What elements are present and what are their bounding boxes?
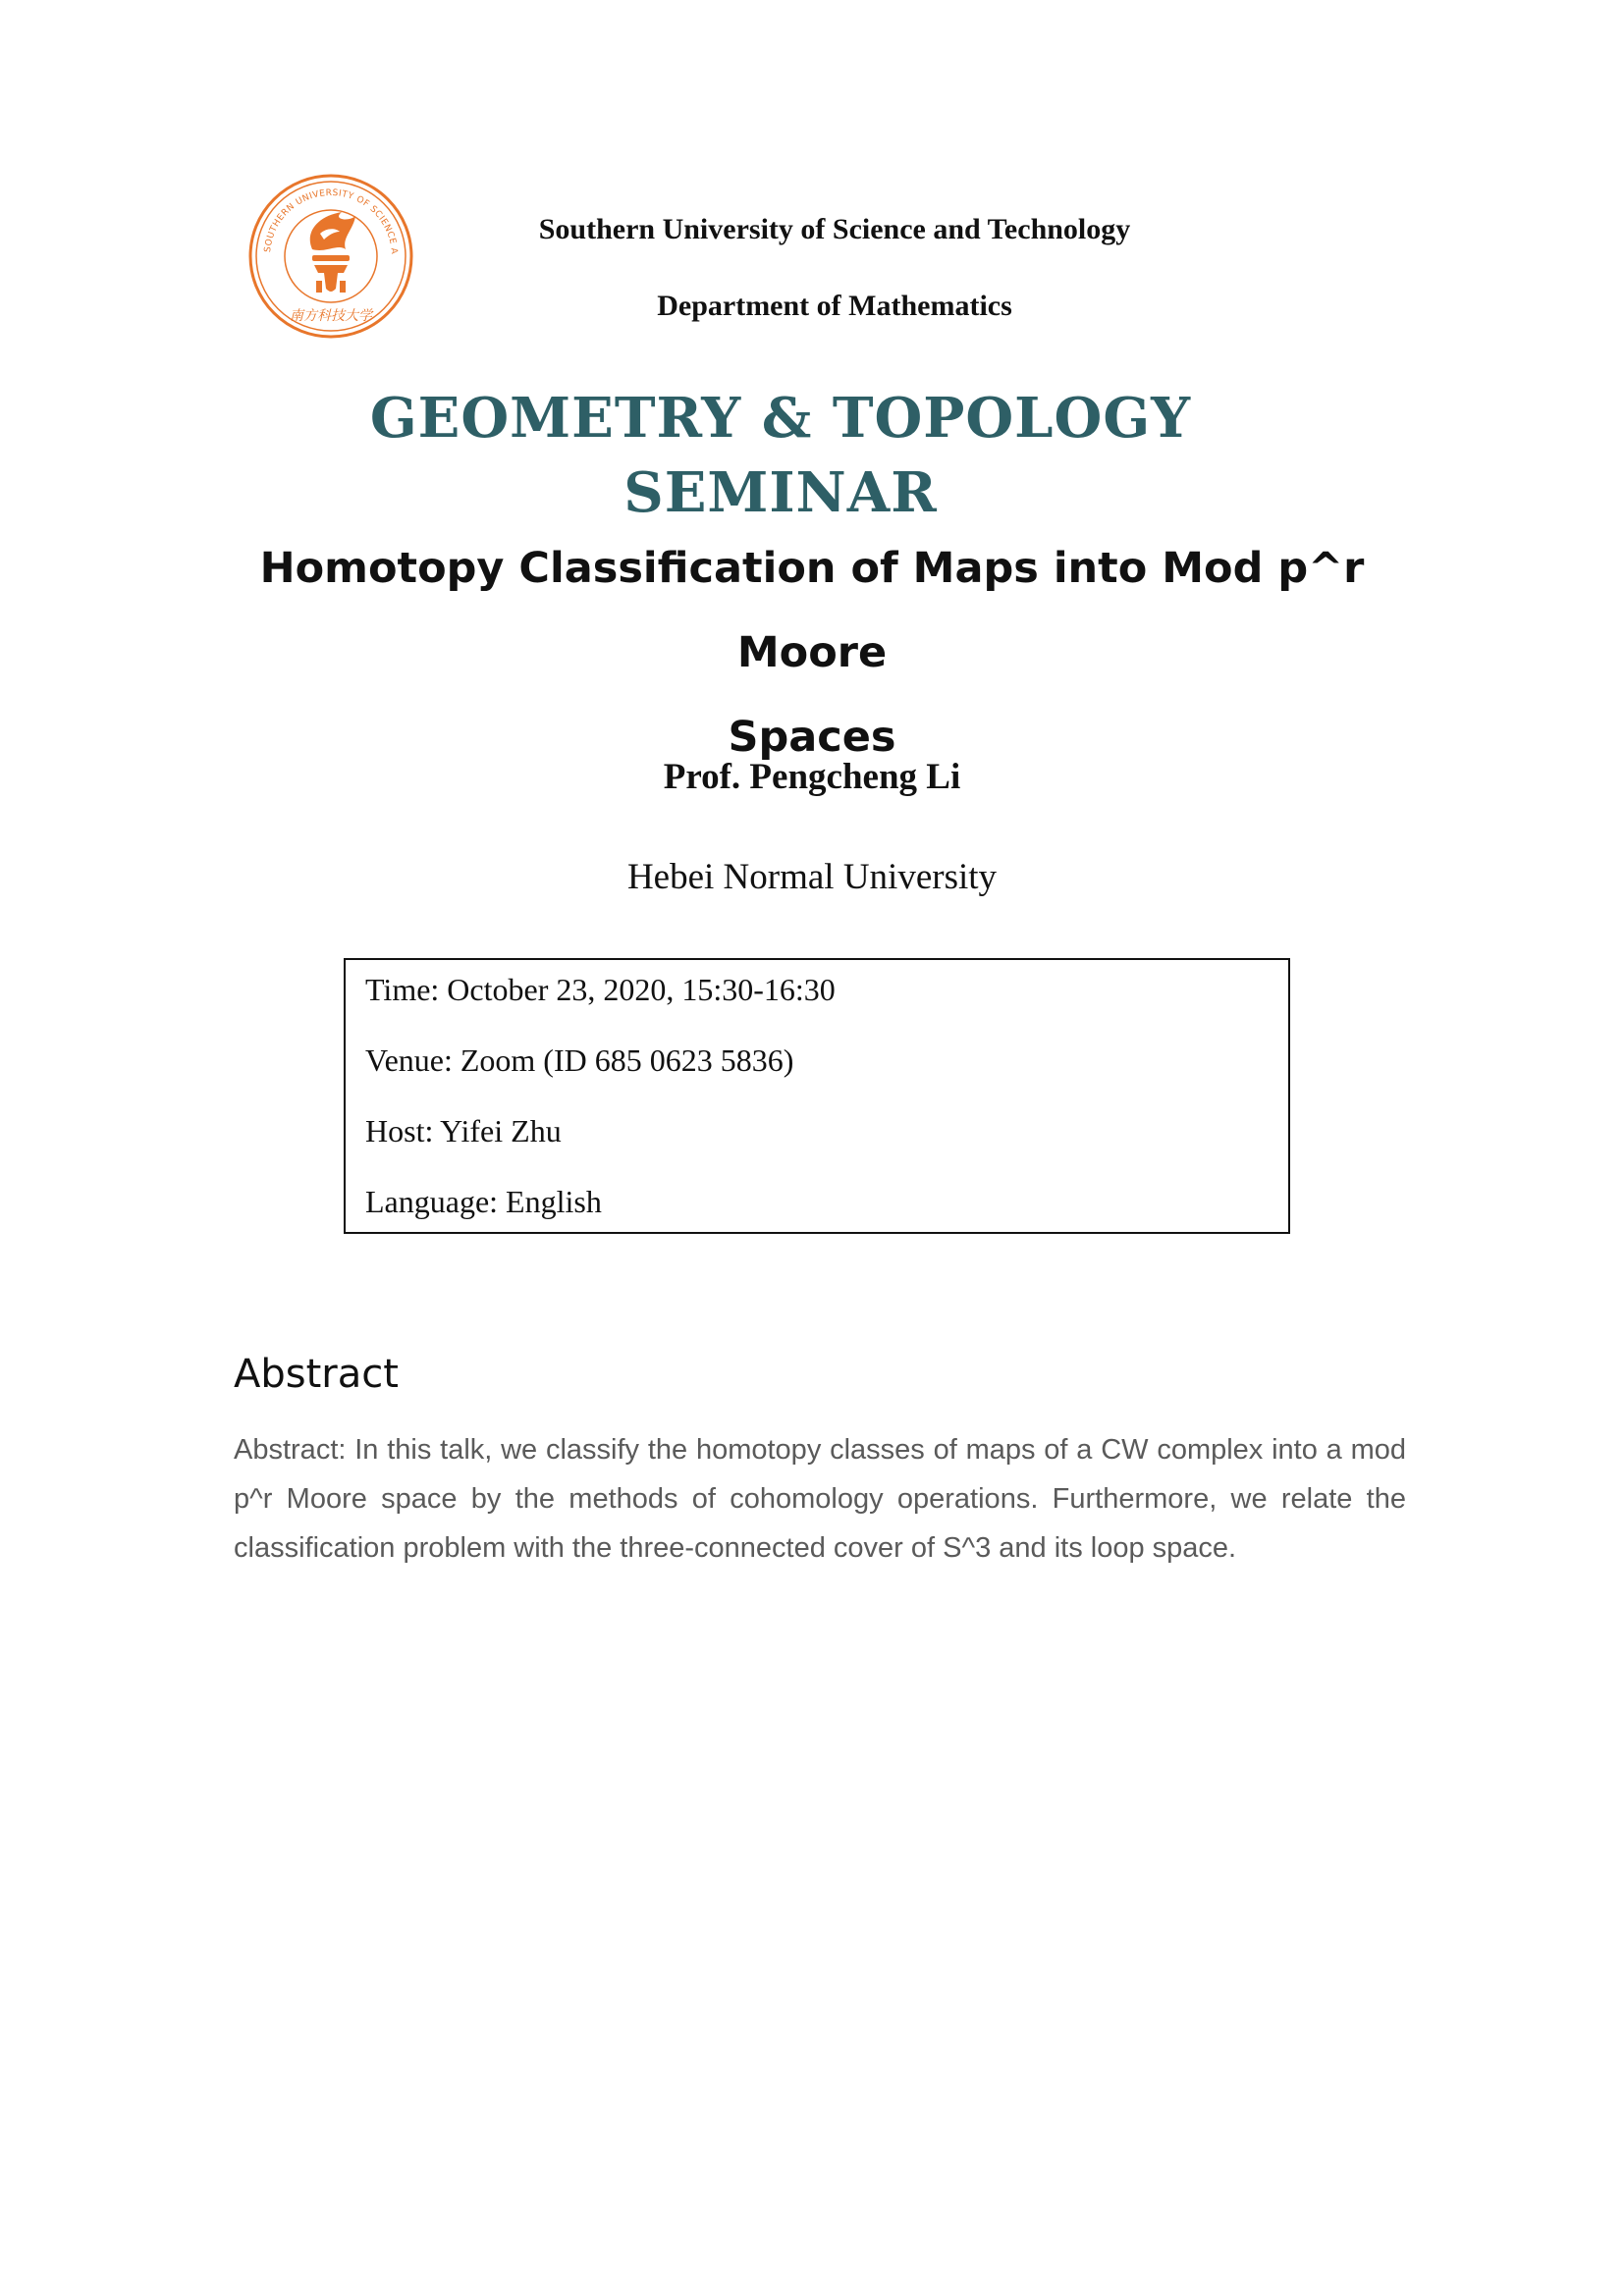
- event-host: Host: Yifei Zhu: [365, 1113, 562, 1148]
- department-name: Department of Mathematics: [657, 290, 1012, 322]
- seminar-title: GEOMETRY & TOPOLOGY SEMINAR: [369, 386, 1192, 525]
- logo-ring-text: SOUTHERN UNIVERSITY OF SCIENCE A: [263, 187, 400, 255]
- university-name: Southern University of Science and Technology: [538, 213, 1131, 245]
- event-language: Language: English: [365, 1184, 602, 1219]
- event-details-box: [344, 958, 1290, 1234]
- talk-title-line1: Homotopy Classification of Maps into Mod p^r Moore: [259, 544, 1365, 677]
- speaker-name: Prof. Pengcheng Li: [663, 757, 961, 797]
- abstract-text: Abstract: In this talk, we classify the homotopy classes of maps of a CW complex into a mod p^r Moore space by the methods of cohomology operations. Furthermore, we relate the classification problem with the three-connected cover of S^3 and its loop space.: [234, 1434, 1406, 1564]
- speaker-affiliation: Hebei Normal University: [626, 857, 998, 897]
- abstract-heading: Abstract: [234, 1352, 399, 1397]
- event-venue: Venue: Zoom (ID 685 0623 5836): [365, 1042, 794, 1078]
- talk-title-line2: Spaces: [728, 713, 896, 762]
- logo-chinese-text: 南方科技大学: [290, 308, 372, 324]
- event-time: Time: October 23, 2020, 15:30-16:30: [365, 972, 836, 1007]
- talk-title: [196, 526, 1428, 779]
